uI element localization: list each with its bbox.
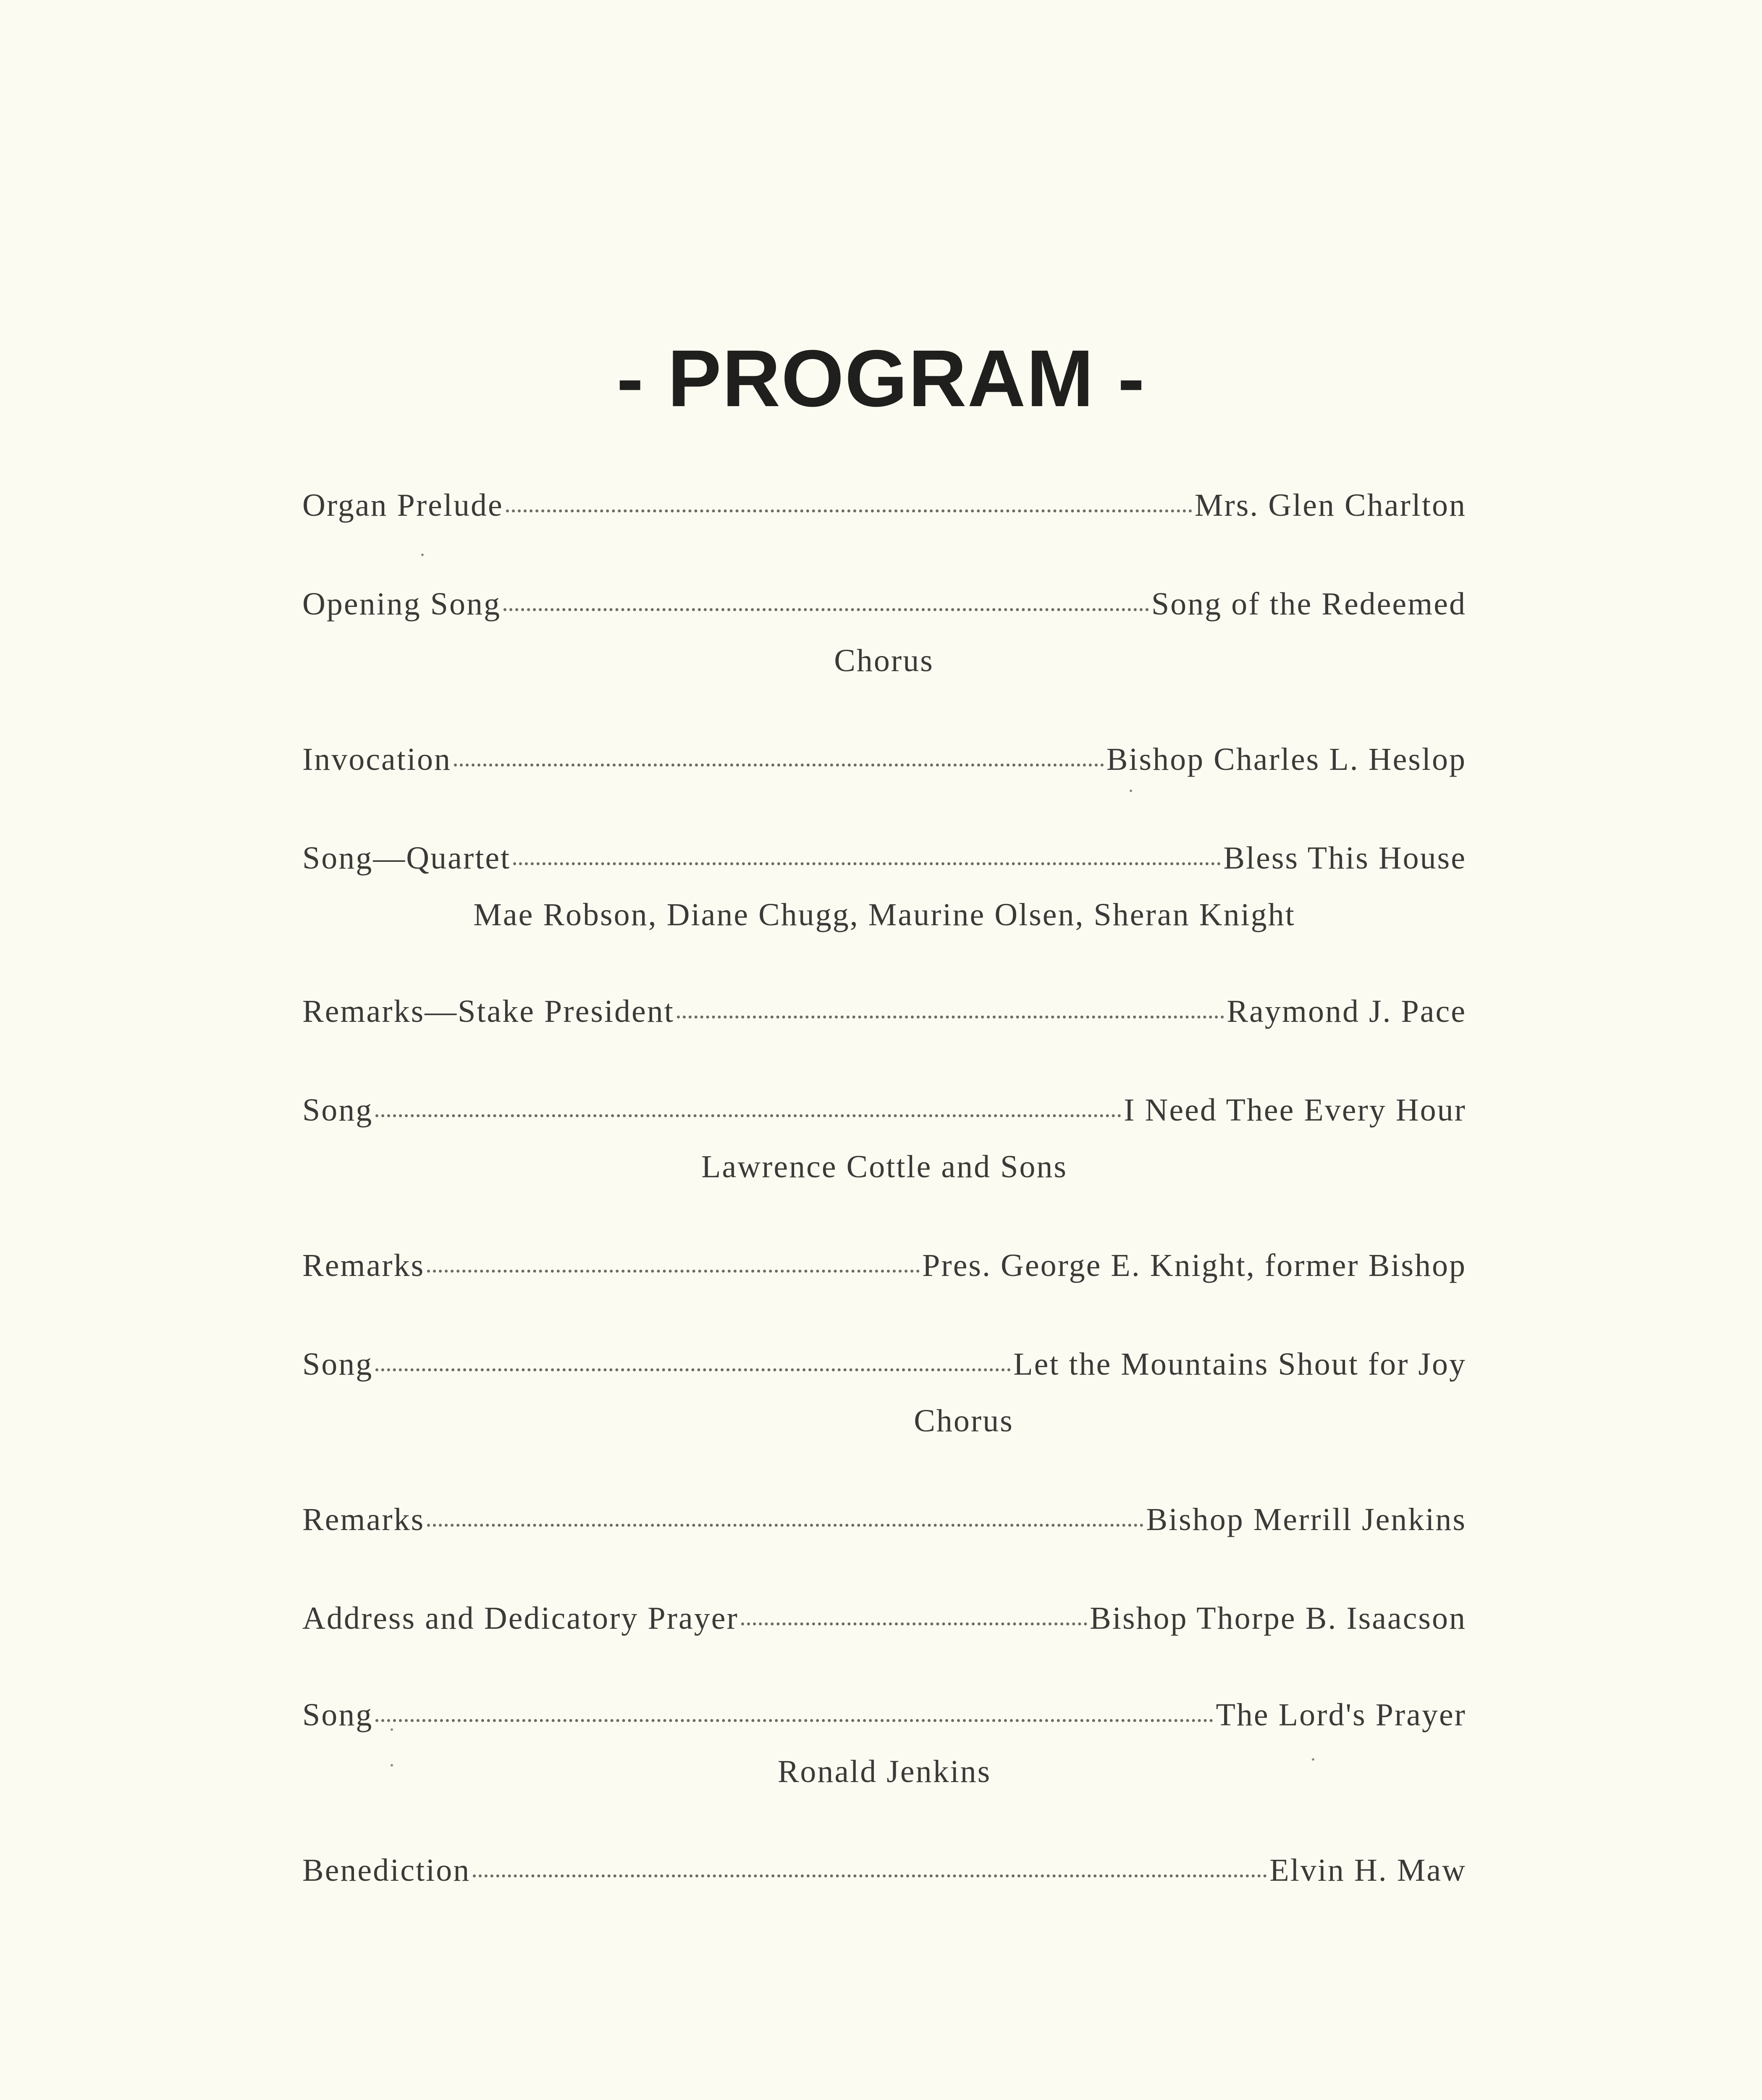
program-item-label: Song—Quartet [302,840,511,876]
dot-leader [513,862,1221,865]
program-item-performer: Let the Mountains Shout for Joy [1013,1347,1466,1382]
program-item-label: Song [302,1092,373,1128]
dot-leader [375,1368,1011,1371]
paper-speck [391,1728,393,1731]
program-row [302,1600,1466,1646]
program-item-performer: I Need Thee Every Hour [1124,1092,1466,1128]
dot-leader [427,1270,920,1273]
dot-leader [427,1524,1143,1527]
program-row [302,993,1466,1040]
program-item-subtitle: Ronald Jenkins [777,1754,991,1789]
dot-leader [741,1622,1087,1625]
program-item-performer: Elvin H. Maw [1269,1853,1466,1888]
program-item-performer: The Lord's Prayer [1216,1697,1466,1732]
paper-speck [1312,1758,1314,1761]
program-row [302,586,1466,632]
dot-leader [677,1016,1224,1018]
dot-leader [375,1719,1213,1722]
program-item-performer: Bishop Merrill Jenkins [1146,1502,1466,1537]
program-row [302,1852,1466,1898]
program-item-performer: Raymond J. Pace [1227,994,1466,1029]
dot-leader [473,1874,1267,1877]
program-item-subtitle: Chorus [834,643,934,678]
program-row [302,1092,1466,1138]
dot-leader [506,509,1192,512]
program-item-label: Benediction [302,1853,471,1888]
program-row [302,1697,1466,1743]
dot-leader [375,1114,1121,1117]
program-item-subtitle: Mae Robson, Diane Chugg, Maurine Olsen, Sheran Knight [473,897,1295,932]
program-item-label: Remarks [302,1248,425,1283]
program-item-subtitle: Chorus [914,1403,1014,1438]
program-item-label: Remarks—Stake President [302,994,674,1029]
program-item-performer: Bishop Charles L. Heslop [1106,742,1466,777]
program-row [302,1346,1466,1392]
dot-leader [454,764,1104,766]
program-row [302,1247,1466,1294]
program-item-label: Remarks [302,1502,425,1537]
program-title: - PROGRAM - [616,333,1146,423]
program-row [302,840,1466,886]
program-item-label: Invocation [302,742,452,777]
program-item-performer: Pres. George E. Knight, former Bishop [922,1248,1466,1283]
program-item-label: Song [302,1697,373,1732]
program-row [302,1502,1466,1548]
program-item-label: Address and Dedicatory Prayer [302,1601,739,1636]
program-row [302,487,1466,533]
program-item-subtitle: Lawrence Cottle and Sons [701,1149,1067,1184]
program-item-label: Organ Prelude [302,488,503,523]
paper-speck [391,1764,393,1767]
program-row [302,741,1466,788]
program-item-performer: Bless This House [1223,840,1466,876]
program-item-performer: Song of the Redeemed [1151,586,1466,622]
program-item-label: Song [302,1347,373,1382]
paper-speck [1130,790,1132,792]
program-item-label: Opening Song [302,586,501,622]
program-item-performer: Bishop Thorpe B. Isaacson [1090,1601,1466,1636]
paper-speck [421,554,424,556]
dot-leader [503,608,1149,611]
program-item-performer: Mrs. Glen Charlton [1194,488,1466,523]
